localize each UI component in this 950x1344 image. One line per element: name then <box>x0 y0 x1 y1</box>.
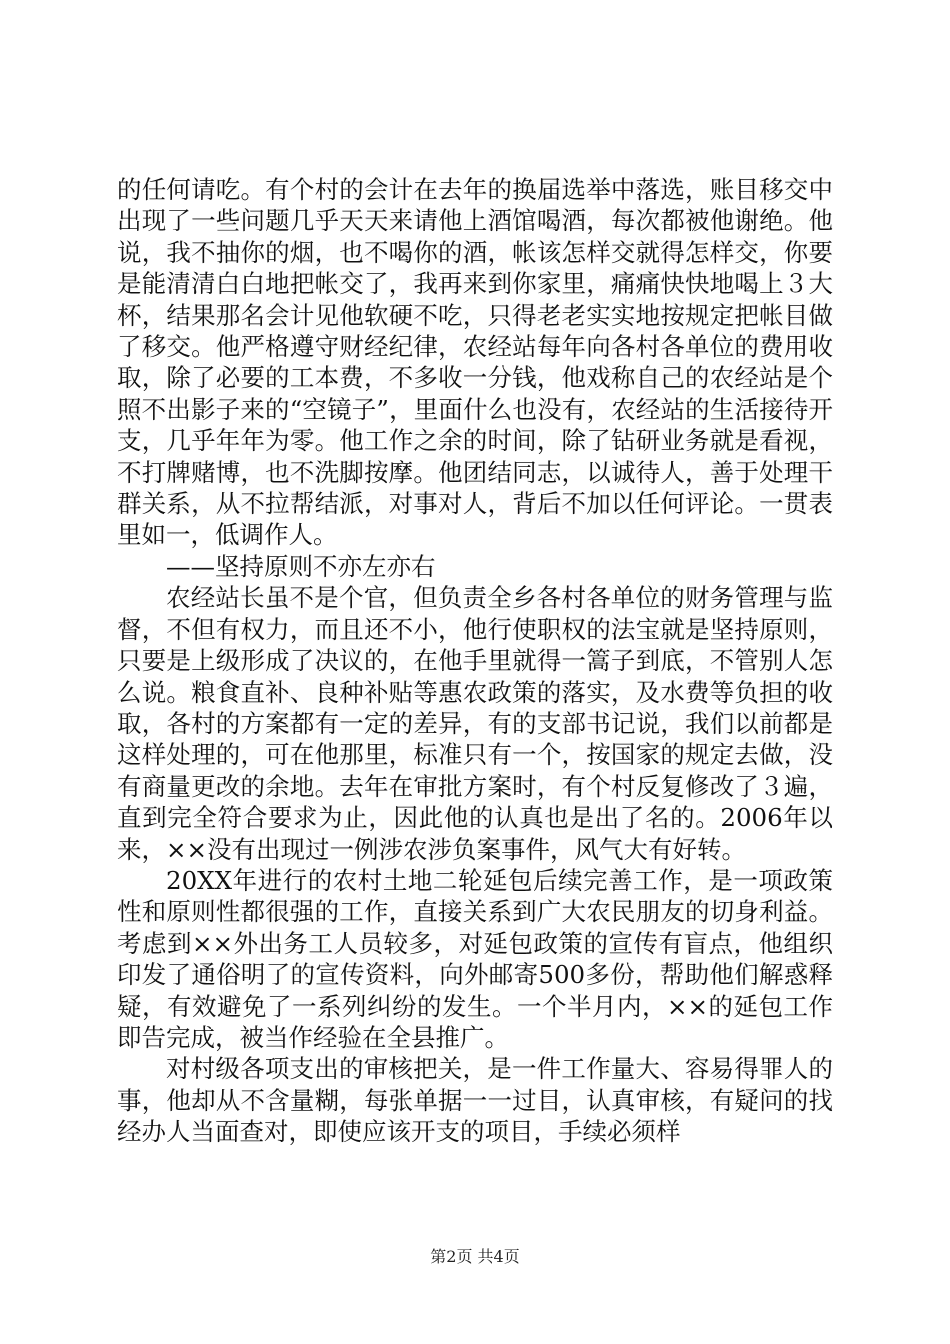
paragraph-3: 20XX年进行的农村土地二轮延包后续完善工作，是一项政策性和原则性都很强的工作，直接关系到广大农民朋友的切身利益。考虑到××外出务工人员较多，对延包政策的宣传有盲点，他组织印发了通俗明了的宣传资料，向外邮寄500多份，帮助他们解惑释疑，有效避免了一系列纠纷的发生。一个半月内，××的延包工作即告完成，被当作经验在全县推广。 <box>117 865 833 1052</box>
paragraph-1: 的任何请吃。有个村的会计在去年的换届选举中落选，账目移交中出现了一些问题几乎天天来请他上酒馆喝酒，每次都被他谢绝。他说，我不抽你的烟，也不喝你的酒，帐该怎样交就得怎样交，你要是能清清白白地把帐交了，我再来到你家里，痛痛快快地喝上３大杯，结果那名会计见他软硬不吃，只得老老实实地按规定把帐目做了移交。他严格遵守财经纪律，农经站每年向各村各单位的费用收取，除了必要的工本费，不多收一分钱，他戏称自己的农经站是个照不出影子来的“空镜子”，里面什么也没有，农经站的生活接待开支，几乎年年为零。他工作之余的时间，除了钻研业务就是看视，不打牌赌博，也不洗脚按摩。他团结同志，以诚待人，善于处理干群关系，从不拉帮结派，对事对人，背后不加以任何评论。一贯表里如一，低调作人。 <box>117 175 833 550</box>
document-body <box>117 174 833 1148</box>
paragraph-4: 对村级各项支出的审核把关，是一件工作量大、容易得罪人的事，他却从不含量糊，每张单据一一过目，认真审核，有疑问的找经办人当面查对，即使应该开支的项目，手续必须样 <box>117 1054 833 1147</box>
page-footer: 第2页 共4页 <box>430 1247 520 1266</box>
paragraph-2: 农经站长虽不是个官，但负责全乡各村各单位的财务管理与监督，不但有权力，而且还不小，他行使职权的法宝就是坚持原则，只要是上级形成了决议的，在他手里就得一篙子到底，不管别人怎么说。粮食直补、良种补贴等惠农政策的落实，及水费等负担的收取，各村的方案都有一定的差异，有的支部书记说，我们以前都是这样处理的，可在他那里，标准只有一个，按国家的规定去做，没有商量更改的余地。去年在审批方案时，有个村反复修改了３遍，直到完全符合要求为止，因此他的认真也是出了名的。2006年以来，××没有出现过一例涉农涉负案事件，风气大有好转。 <box>117 583 833 864</box>
section-heading: ——坚持原则不亦左亦右 <box>166 551 436 581</box>
